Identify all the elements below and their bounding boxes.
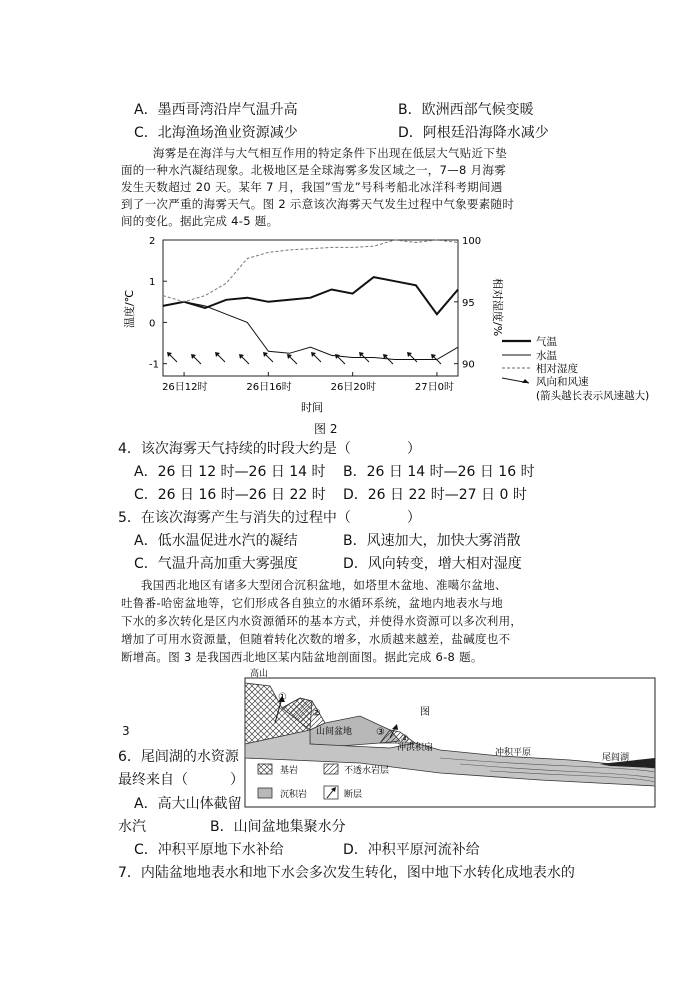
q4-option-d: D．26 日 22 时—27 日 0 时 [343, 487, 527, 503]
y-right-tick-label: 95 [462, 297, 475, 309]
q6-option-a: A．高大山体截留 [134, 796, 242, 812]
q3-option-a: A．墨西哥湾沿岸气温升高 [134, 102, 298, 118]
passage-fog-line: 间的变化。据此完成 4-5 题。 [121, 214, 279, 228]
wind-arrow [263, 352, 273, 362]
wind-arrow [335, 354, 345, 364]
q3-option-b: B．欧洲西部气候变暖 [398, 102, 534, 118]
passage-fog-line: 面的一种水汽凝结现象。北极地区是全球海雾多发区域之一，7—8 月海雾 [121, 163, 506, 177]
x-tick-label: 26日12时 [162, 382, 208, 393]
fig3-side-label: 3 [122, 724, 130, 738]
y-axis-left-label: 温度/℃ [123, 289, 136, 328]
q5-option-c: C．气温升高加重大雾强度 [134, 556, 298, 572]
legend-bedrock: 基岩 [280, 766, 299, 776]
y-left-tick-label: 2 [149, 236, 156, 247]
y-left-tick-label: 1 [149, 277, 156, 289]
marker-4: ④ [400, 734, 409, 745]
passage-basin-line: 增加了可用水资源量，但随着转化次数的增多，水质越来越差，盐碱度也不 [121, 632, 511, 646]
y-axis-right-label: 相对湿度/% [491, 278, 504, 337]
passage-fog-line: 海雾是在海洋与大气相互作用的特定条件下出现在低层大气贴近下垫 [153, 146, 507, 160]
legend-air-temp: 气温 [536, 336, 557, 348]
series-line-2 [163, 302, 458, 360]
legend-humidity: 相对湿度 [536, 363, 578, 375]
legend-fault: 断层 [344, 790, 363, 800]
q7-stem: 7．内陆盆地地表水和地下水会多次发生转化，图中地下水转化成地表水的 [118, 865, 575, 881]
q5-option-d: D．风向转变，增大相对湿度 [343, 556, 522, 572]
label-alluvial-plain: 冲积平原 [495, 748, 532, 758]
passage-fog-line: 到了一次严重的海雾天气。图 2 示意该次海雾天气发生过程中气象要素随时 [121, 197, 515, 211]
marker-2: ② [312, 708, 321, 719]
q6-option-c: C．冲积平原地下水补给 [134, 842, 284, 858]
wind-arrow [215, 352, 225, 362]
wind-arrow [287, 354, 297, 364]
legend-sedimentary: 沉积岩 [280, 790, 308, 800]
fig2-chart [118, 230, 678, 440]
label-high-mountain: 高山 [250, 669, 269, 679]
x-tick-label: 27日0时 [414, 382, 455, 393]
q6-option-d: D．冲积平原河流补给 [343, 842, 480, 858]
y-left-tick-label: -1 [149, 359, 159, 371]
q4-option-c: C．26 日 16 时—26 日 22 时 [134, 487, 326, 503]
series-line-3 [163, 240, 458, 302]
q4-stem: 4．该次海雾天气持续的时段大约是（ ） [118, 441, 421, 457]
wind-arrow [191, 354, 201, 364]
passage-basin-line: 我国西北地区有诸多大型闭合沉积盆地，如塔里木盆地、准噶尔盆地、 [141, 578, 507, 592]
passage-basin-line: 断增高。图 3 是我国西北地区某内陆盆地剖面图。据此完成 6-8 题。 [121, 650, 483, 664]
q6-option-b: B．山间盆地集聚水分 [210, 819, 346, 835]
wind-arrow [311, 352, 321, 362]
q4-option-b: B．26 日 14 时—26 日 16 时 [343, 464, 535, 480]
fig3-diagram [240, 668, 660, 810]
q6-option-a-cont: 水汽 [118, 819, 146, 835]
q3-option-c: C．北海渔场渔业资源减少 [134, 125, 298, 141]
passage-basin-line: 下水的多次转化是区内水资源循环的基本方式，并使得水资源可以多次利用， [121, 614, 523, 628]
q5-stem: 5．在该次海雾产生与消失的过程中（ ） [118, 510, 421, 526]
q6-stem-line1: 6．尾闾湖的水资源 [118, 749, 239, 765]
q3-option-d: D．阿根廷沿海降水减少 [398, 125, 549, 141]
fig2-caption: 图 2 [314, 422, 338, 436]
legend [502, 335, 649, 402]
fig-label: 图 [420, 707, 430, 718]
x-axis-label: 时间 [301, 401, 323, 414]
q6-stem-line2: 最终来自（ ） [118, 772, 244, 788]
series-line-1 [163, 277, 458, 314]
y-left-tick-label: 0 [149, 318, 156, 330]
legend-wind: 风向和风速 [536, 376, 589, 388]
wind-arrow [239, 354, 249, 364]
q4-option-a: A．26 日 12 时—26 日 14 时 [134, 464, 326, 480]
q5-option-b: B．风速加大，加快大雾消散 [343, 533, 521, 549]
passage-basin-line: 吐鲁番-哈密盆地等，它们形成各自独立的水循环系统，盆地内地表水与地 [121, 596, 504, 610]
wind-arrow [407, 352, 417, 362]
x-tick-label: 26日16时 [246, 382, 292, 393]
passage-fog-line: 发生天数超过 20 天。某年 7 月，我国”雪龙”号科考船北冰洋科考期间遇 [121, 180, 503, 194]
q5-option-a: A．低水温促进水汽的凝结 [134, 533, 298, 549]
y-right-tick-label: 90 [462, 359, 475, 371]
legend-wind-note: (箭头越长表示风速越大) [536, 390, 650, 402]
label-mountain-basin: 山间盆地 [316, 727, 353, 737]
marker-1: ① [278, 692, 287, 703]
legend-impermeable: 不透水岩层 [344, 766, 390, 776]
x-tick-label: 26日20时 [330, 382, 377, 393]
y-right-tick-label: 100 [462, 236, 482, 247]
legend-water-temp: 水温 [536, 350, 557, 362]
marker-3: ③ [376, 727, 385, 738]
label-terminal-lake: 尾闾湖 [602, 753, 630, 763]
label-alluvial-fan: 冲洪积扇 [397, 743, 434, 753]
wind-arrow [167, 352, 177, 362]
